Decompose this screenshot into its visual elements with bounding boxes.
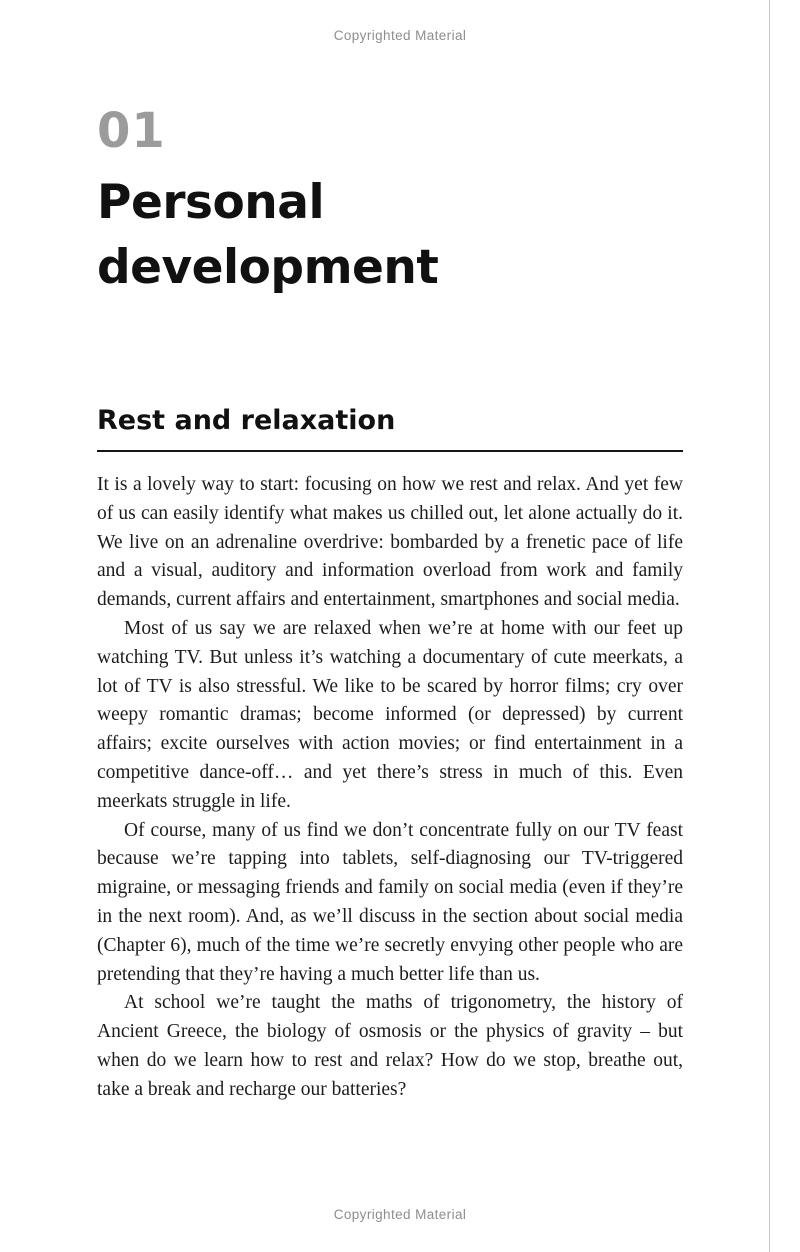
chapter-title-line-1: Personal (97, 175, 325, 230)
paragraph-4: At school we’re taught the maths of trigonometry, the history of Ancient Greece, the biology of osmosis or the physics of gravity – but when do we learn how to rest and relax? How do we stop, breathe out, take a break and recharge our batteries? (97, 992, 683, 1100)
copyright-notice-top: Copyrighted Material (333, 28, 467, 43)
paragraph-3: Of course, many of us find we don’t concentrate fully on our TV feast because we’re tapping into tablets, self-diagnosing our TV-triggered migraine, or messaging friends and family on social media (even if they’re in the next room). And, as we’ll discuss in the section about social media (Chapter 6), much of the time we’re secretly envying other people who are pretending that they’re having a much better life than us. (97, 819, 683, 985)
copyright-notice-bottom: Copyrighted Material (333, 1207, 467, 1222)
paragraph-2: Most of us say we are relaxed when we’re at home with our feet up watching TV. But unless it’s watching a documentary of cute meerkats, a lot of TV is also stressful. We like to be scared by horror films; cry over weepy romantic dramas; become informed (or depressed) by current affairs; excite ourselves with action movies; or find entertainment in a competitive dance-off… and yet there’s stress in much of this. Even meerkats struggle in life. (97, 617, 683, 812)
chapter-title (97, 170, 683, 300)
page-content (97, 0, 683, 1105)
page-edge-line (769, 0, 770, 1252)
chapter-number: 01 (97, 103, 166, 159)
paragraph-1: It is a lovely way to start: focusing on how we rest and relax. And yet few of us can easily identify what makes us chilled out, let alone actually do it. We live on an adrenaline overdrive: bombarded by a frenetic pace of life and a visual, auditory and information overload from work and family demands, current affairs and entertainment, smartphones and social media. (97, 474, 683, 611)
body-text (97, 471, 683, 1105)
chapter-title-line-2: development (97, 240, 439, 295)
section-heading: Rest and relaxation (97, 405, 683, 452)
